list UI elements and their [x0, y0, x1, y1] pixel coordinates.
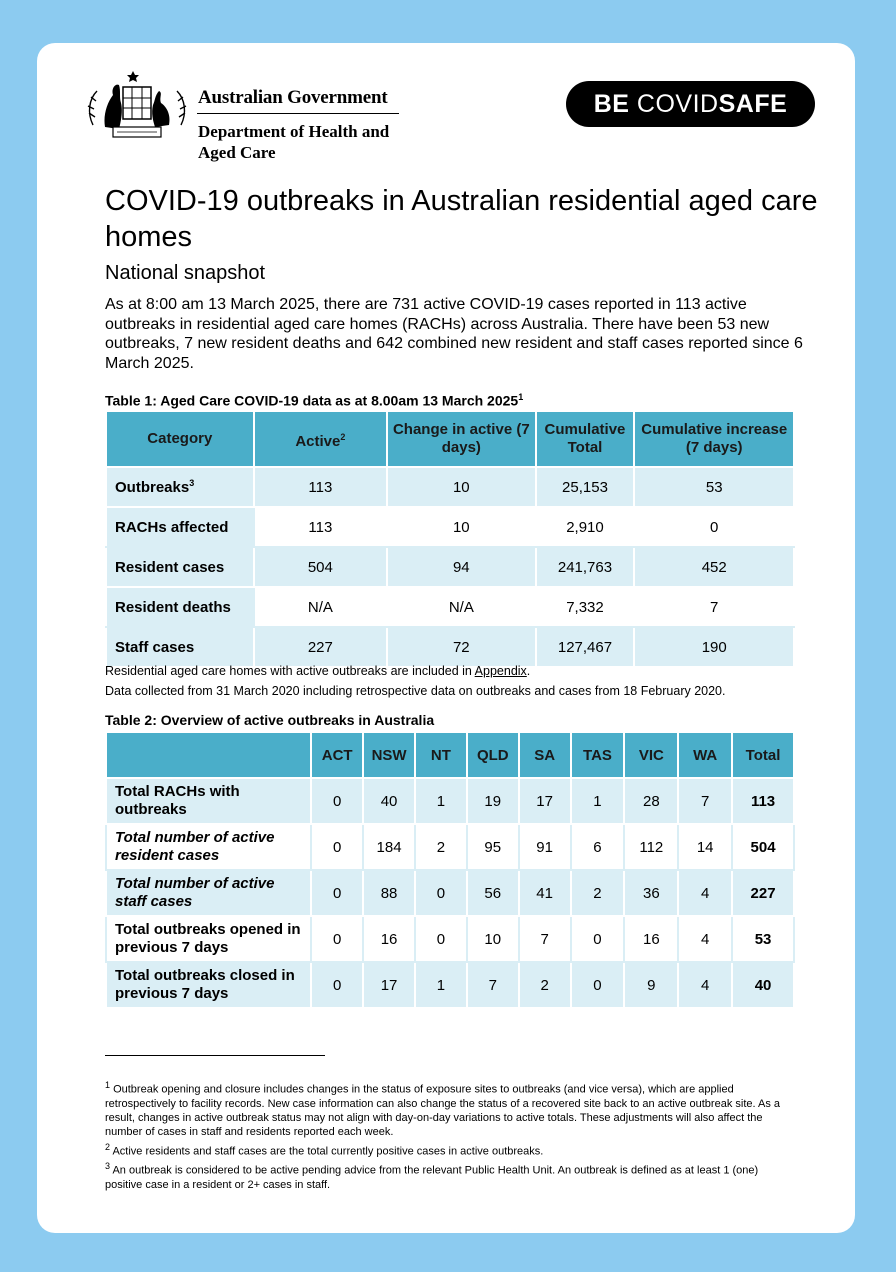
- cell-vic: 36: [624, 870, 678, 916]
- cell-nsw: 40: [363, 778, 415, 824]
- row-category: [106, 467, 254, 507]
- cell-active: 113: [254, 507, 387, 547]
- table1-header-increase: Cumulative increase (7 days): [634, 411, 794, 467]
- cell-change: N/A: [387, 587, 535, 627]
- table1-caption-text: Table 1: Aged Care COVID-19 data as at 8.00am 13 March 2025: [105, 392, 519, 409]
- table2-header-nsw: NSW: [363, 732, 415, 778]
- table1-header-active-footnote: 2: [340, 431, 346, 442]
- cell-sa: 41: [519, 870, 571, 916]
- cell-total: 113: [732, 778, 794, 824]
- table-row: [106, 962, 794, 1008]
- cell-active: N/A: [254, 587, 387, 627]
- row-category: Resident deaths: [106, 587, 254, 627]
- cell-qld: 56: [467, 870, 519, 916]
- cell-increase: 190: [634, 627, 794, 667]
- page-title: COVID-19 outbreaks in Australian residential aged care homes: [105, 185, 818, 253]
- cell-total: 7,332: [536, 587, 635, 627]
- cell-wa: 14: [678, 824, 732, 870]
- cell-tas: 2: [571, 870, 625, 916]
- row-category: Staff cases: [106, 627, 254, 667]
- cell-act: 0: [311, 824, 363, 870]
- footnote-3: [105, 1159, 795, 1192]
- cell-nt: 1: [415, 962, 467, 1008]
- government-name: Australian Government: [198, 87, 388, 108]
- cell-nsw: 17: [363, 962, 415, 1008]
- row-label: Total outbreaks opened in previous 7 days: [106, 916, 311, 962]
- cell-nt: 0: [415, 916, 467, 962]
- appendix-link[interactable]: Appendix: [474, 664, 527, 678]
- cell-sa: 17: [519, 778, 571, 824]
- cell-increase: 452: [634, 547, 794, 587]
- active-outbreaks-table: [105, 731, 795, 1009]
- cell-active: 504: [254, 547, 387, 587]
- cell-increase: 7: [634, 587, 794, 627]
- table1-header-active-label: Active: [295, 432, 341, 450]
- footnote-3-text: An outbreak is considered to be active pending advice from the relevant Public Health Unit. An outbreak is defined as at least 1 (one) positive case in a resident or 2+ cases in staff.: [105, 1164, 759, 1191]
- cell-active: 227: [254, 627, 387, 667]
- cell-increase: 0: [634, 507, 794, 547]
- table-row: [106, 916, 794, 962]
- cell-qld: 10: [467, 916, 519, 962]
- cell-act: 0: [311, 778, 363, 824]
- intro-paragraph: As at 8:00 am 13 March 2025, there are 731 active COVID-19 cases reported in 113 active outbreaks in residential aged care homes (RACHs) across Australia. There have been 53 new outbreaks, 7 new resident deaths and 642 combined new resident and staff cases reported since 6 March 2025.: [105, 296, 803, 372]
- cell-vic: 112: [624, 824, 678, 870]
- cell-total: 53: [732, 916, 794, 962]
- cell-qld: 19: [467, 778, 519, 824]
- appendix-note-text: Residential aged care homes with active outbreaks are included in: [105, 664, 475, 678]
- footnote-1-text: Outbreak opening and closure includes changes in the status of exposure sites to outbreaks (and vice versa), which are applied retrospectively to facility records. New case information can also change the status of a recovered site back to an active outbreak site. As a result, changes in active outbreak status may not align with day-on-day variations to active totals. These adjustments will also affect the number of cases in staff and residents reported each week.: [105, 1083, 781, 1138]
- cell-tas: 6: [571, 824, 625, 870]
- badge-be: BE: [593, 90, 637, 118]
- appendix-note-end: .: [526, 664, 531, 678]
- table2-header-tas: TAS: [571, 732, 625, 778]
- cell-act: 0: [311, 916, 363, 962]
- row-label: Total number of active staff cases: [106, 870, 311, 916]
- cell-vic: 28: [624, 778, 678, 824]
- aged-care-data-table: [105, 410, 795, 668]
- cell-nsw: 184: [363, 824, 415, 870]
- footnote-1: [105, 1078, 795, 1139]
- cell-tas: 1: [571, 778, 625, 824]
- cell-nt: 2: [415, 824, 467, 870]
- department-name: Department of Health and Aged Care: [198, 122, 390, 162]
- cell-change: 72: [387, 627, 535, 667]
- badge-safe: SAFE: [718, 90, 788, 118]
- cell-act: 0: [311, 870, 363, 916]
- cell-nsw: 16: [363, 916, 415, 962]
- footnote-1-mark: 1: [105, 1080, 111, 1090]
- cell-total: 2,910: [536, 507, 635, 547]
- cell-wa: 7: [678, 778, 732, 824]
- coat-of-arms-icon: [85, 65, 189, 147]
- cell-nt: 1: [415, 778, 467, 824]
- cell-qld: 7: [467, 962, 519, 1008]
- footnote-2-text: Active residents and staff cases are the total currently positive cases in active outbreaks.: [112, 1145, 544, 1158]
- table2-header-qld: QLD: [467, 732, 519, 778]
- be-covidsafe-badge: [566, 81, 815, 127]
- table2-header-act: ACT: [311, 732, 363, 778]
- data-collected-note: Data collected from 31 March 2020 including retrospective data on outbreaks and cases from 18 February 2020.: [105, 684, 726, 698]
- footnote-2: [105, 1140, 795, 1159]
- row-category: Resident cases: [106, 547, 254, 587]
- table-row: [106, 507, 794, 547]
- page-subtitle: National snapshot: [105, 262, 266, 284]
- cell-total: 227: [732, 870, 794, 916]
- table-row: [106, 824, 794, 870]
- cell-vic: 16: [624, 916, 678, 962]
- cell-sa: 91: [519, 824, 571, 870]
- logo-divider: [197, 113, 399, 114]
- row-label: Total RACHs with outbreaks: [106, 778, 311, 824]
- table2-header-total: Total: [732, 732, 794, 778]
- table2-header-row: [106, 732, 794, 778]
- cell-total: 127,467: [536, 627, 635, 667]
- table2-header-wa: WA: [678, 732, 732, 778]
- document-page: [37, 43, 855, 1233]
- table-row: [106, 467, 794, 507]
- row-category-label: Outbreaks: [115, 479, 190, 496]
- cell-qld: 95: [467, 824, 519, 870]
- footnote-divider: [105, 1055, 325, 1056]
- table-row: [106, 547, 794, 587]
- table1-header-total: Cumulative Total: [536, 411, 635, 467]
- government-logo: [85, 65, 405, 165]
- footnote-2-mark: 2: [105, 1142, 111, 1152]
- table2-header-nt: NT: [415, 732, 467, 778]
- table2-header-vic: VIC: [624, 732, 678, 778]
- table-row: [106, 587, 794, 627]
- cell-nt: 0: [415, 870, 467, 916]
- table2-header-blank: [106, 732, 311, 778]
- cell-tas: 0: [571, 962, 625, 1008]
- row-label: Total number of active resident cases: [106, 824, 311, 870]
- table1-caption: [105, 392, 523, 409]
- table1-header-row: [106, 411, 794, 467]
- cell-tas: 0: [571, 916, 625, 962]
- row-label: Total outbreaks closed in previous 7 days: [106, 962, 311, 1008]
- cell-sa: 2: [519, 962, 571, 1008]
- table1-caption-footnote: 1: [518, 392, 524, 402]
- cell-increase: 53: [634, 467, 794, 507]
- table-row: [106, 778, 794, 824]
- appendix-note: [105, 664, 530, 678]
- cell-change: 94: [387, 547, 535, 587]
- table-row: [106, 870, 794, 916]
- table-row: [106, 627, 794, 667]
- table2-header-sa: SA: [519, 732, 571, 778]
- cell-total: 241,763: [536, 547, 635, 587]
- table1-header-category: Category: [106, 411, 254, 467]
- table1-header-change: Change in active (7 days): [387, 411, 535, 467]
- cell-change: 10: [387, 507, 535, 547]
- table2-caption: Table 2: Overview of active outbreaks in Australia: [105, 712, 435, 728]
- badge-covid: COVID: [636, 90, 719, 118]
- cell-active: 113: [254, 467, 387, 507]
- cell-total: 40: [732, 962, 794, 1008]
- cell-act: 0: [311, 962, 363, 1008]
- cell-wa: 4: [678, 916, 732, 962]
- cell-vic: 9: [624, 962, 678, 1008]
- row-category: RACHs affected: [106, 507, 254, 547]
- cell-nsw: 88: [363, 870, 415, 916]
- table1-header-active: [254, 411, 387, 467]
- cell-total: 25,153: [536, 467, 635, 507]
- footnote-3-mark: 3: [105, 1161, 111, 1171]
- row-category-footnote: 3: [189, 478, 195, 488]
- cell-sa: 7: [519, 916, 571, 962]
- cell-change: 10: [387, 467, 535, 507]
- cell-total: 504: [732, 824, 794, 870]
- cell-wa: 4: [678, 962, 732, 1008]
- cell-wa: 4: [678, 870, 732, 916]
